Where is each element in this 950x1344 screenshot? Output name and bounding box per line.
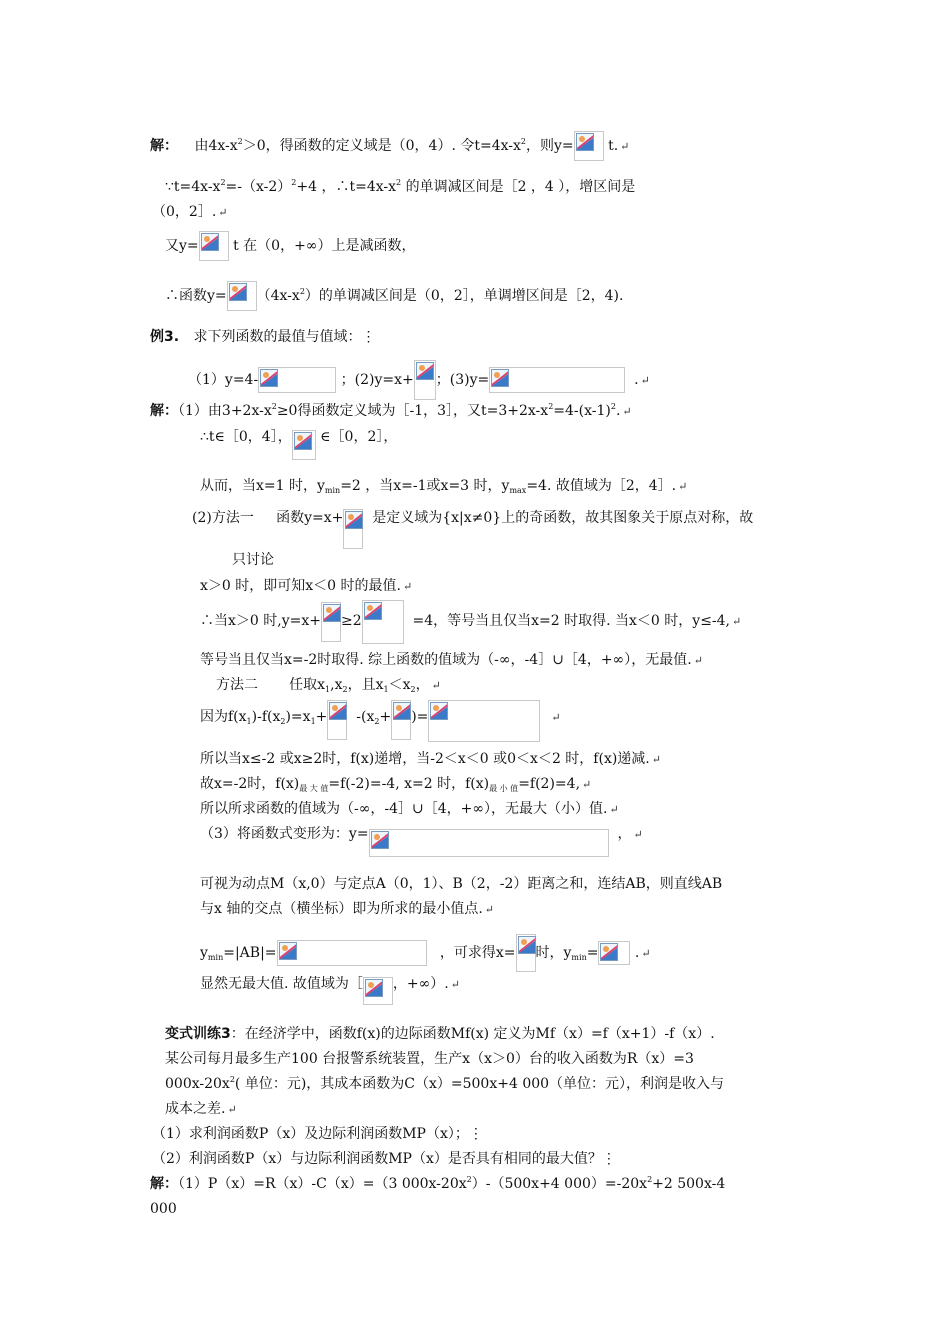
formula-image [414,360,436,400]
paragraph-mark-icon: ↵ [609,803,619,816]
s-line-7: ∴当x＞0 时,y=x+ ≥2 =4，等号当且仅当x=2 时取得. 当x＜0 时，y≤-4, ↵ [200,612,741,644]
image-placeholder-icon [430,702,448,720]
s-line-17: $y_{min}=|AB|=$ ，可求得x= 时，$y_{min}=$ . ↵ [200,934,651,972]
paragraph-mark-icon: ↵ [622,405,632,418]
paragraph-mark-icon: ↵ [651,753,661,766]
formula-image [321,602,341,642]
s-line-10: 因为$f(x_1)-f(x_2)=x_1+$ $-(x_2+$ )= ↵ [200,708,561,742]
paragraph-mark-icon: ↵ [551,711,561,724]
s-line-18: 显然无最大值. 故值域为［ ，+∞）. ↵ [200,975,460,1005]
image-placeholder-icon [229,283,247,301]
solution-label: 解： [150,403,178,419]
formula-image [362,600,404,644]
formula-image [292,430,316,460]
s-line-6: x＞0 时，即可知x＜0 时的最值. ↵ [200,578,413,594]
s-line-9: 方法二 任取$x_1,x_2$，且$x_1<x_2$， ↵ [216,677,441,694]
image-placeholder-icon [491,369,509,387]
formula-image [227,281,257,311]
formula-image [489,367,625,393]
solution-label: 解： [150,1176,178,1192]
image-placeholder-icon [201,233,219,251]
image-placeholder-icon [371,831,389,849]
question-2: （2）利润函数P（x）与边际利润函数MP（x）是否具有相同的最大值？⋮ [152,1151,616,1167]
paragraph-mark-icon: ↵ [641,947,651,960]
example-label: 例3. [150,329,180,345]
line-4: ∴函数y= $(4x-x^2)$的单调减区间是（0，2］，单调增区间是［2，4). [165,281,623,311]
image-placeholder-icon [416,362,434,380]
s-line-5: 只讨论 [232,552,274,568]
image-placeholder-icon [576,133,594,151]
image-placeholder-icon [364,602,382,620]
line-2b: （0，2］. ↵ [152,204,228,220]
answer-line-2: 000 [150,1201,177,1217]
image-placeholder-icon [600,943,618,961]
image-placeholder-icon [365,979,383,997]
solution-label: 解： [150,138,178,154]
formula-image [598,941,630,965]
image-placeholder-icon [393,702,411,720]
answer-line-1: 解：（1）P（x）=R（x）-C（x）=（3 $000x-20x^2)-(500x+4$ $000)=-20x^2+2$ 500x-4 [150,1175,726,1192]
s-line-3: 从而，当x=1 时，$y_{min}=2$ ，当x=-1或x=3 时，$y_{max}=4$. 故值域为［2，4］. ↵ [200,478,688,495]
image-placeholder-icon [294,432,312,450]
variant-label: 变式训练3 [165,1026,231,1042]
variant-line-2: 某公司每月最多生产100 台报警系统装置，生产x（x＞0）台的收入函数为R（x）=3 [165,1051,694,1067]
question-1-text: （1）求利润函数P（x）及边际利润函数MP（x）； [152,1126,469,1142]
paragraph-mark-icon: ↵ [693,654,703,667]
s-line-4: (2)方法一 函数y=x+ 是定义域为{x|x≠0}上的奇函数，故其图象关于原点对称，故 [192,509,753,549]
paragraph-mark-icon: ↵ [582,778,592,791]
formula-image [391,700,411,740]
paragraph-mark-icon: ↵ [402,580,413,593]
paragraph-mark-icon: ↵ [620,140,630,153]
paragraph-mark-icon: ↵ [431,679,441,692]
formula-image [258,367,336,393]
paragraph-mark-icon: ↵ [218,206,228,219]
question-1: （1）求利润函数P（x）及边际利润函数MP（x）；⋮ [152,1126,483,1142]
question-2-text: （2）利润函数P（x）与边际利润函数MP（x）是否具有相同的最大值？ [152,1151,602,1167]
s-line-13: 所以所求函数的值域为（-∞，-4］∪［4，+∞），无最大（小）值. ↵ [200,801,619,817]
paragraph-mark-icon: ↵ [633,828,643,841]
s-line-14: （3）将函数式变形为：y= ， ↵ [200,825,643,857]
example-3-items: （1）y=4- ；(2)y=x+ ；(3)y= . ↵ [188,360,650,400]
s-line-16: 与x 轴的交点（横坐标）即为所求的最小值点. ↵ [200,901,495,917]
variant-line-3: $000x-20x^2$( 单位：元)，其成本函数为C（x）=500x+4 000（单位：元），利润是收入与 [165,1075,725,1092]
line-2a: $\because t=4x-x^2=-(x-2)^2+4$ ，$\therefore t=4x-x^2$ 的单调减区间是［2 ，4 ），增区间是 [165,178,636,195]
paragraph-mark-icon: ↵ [227,1103,237,1116]
image-placeholder-icon [323,604,341,622]
image-placeholder-icon [518,936,536,954]
variant-text-1: ：在经济学中，函数f(x)的边际函数Mf(x) 定义为Mf（x）=f（x+1）-f（x）. [230,1026,715,1042]
s-line-12: 故x=-2时，$f(x)_{最 大 值}=f(-2)=-4$, x=2 时，$f(x)_{最 小 值}=f(2)=4$, ↵ [200,776,592,793]
s-line-1: 解：（1）由$3+2x-x^2\ge 0$得函数定义域为［-1，3］，又$t=3+2x-x^2=4-(x-1)^2$. ↵ [150,402,632,419]
variant-line-4: 成本之差. ↵ [165,1101,237,1117]
example-3-text: 求下列函数的最值与值域： [193,329,362,345]
formula-image [363,977,393,1005]
s-line-2: ∴t∈［0，4］， ∈［0，2］， [200,428,397,460]
line-1: 解： 由$4x-x^2>0$，得函数的定义域是（0，4）. 令$t=4x-x^2$，则y= t. ↵ [150,131,629,161]
paragraph-mark-icon: ↵ [678,480,688,493]
formula-image [327,700,347,740]
s-line-8: 等号当且仅当x=-2时取得. 综上函数的值域为（-∞，-4］∪［4，+∞），无最值. ↵ [200,652,703,668]
image-placeholder-icon [260,369,278,387]
formula-image [428,700,540,742]
paragraph-mark-icon: ↵ [640,374,650,387]
image-placeholder-icon [279,942,297,960]
line-3: 又y= t 在（0，+∞）上是减函数， [165,231,415,261]
paragraph-mark-icon: ↵ [732,615,742,628]
formula-image [277,940,427,966]
formula-image [343,509,363,549]
formula-image [199,231,229,261]
image-placeholder-icon [345,511,363,529]
formula-image [369,829,609,857]
variant-line-1 [165,1025,715,1043]
image-placeholder-icon [329,702,347,720]
paragraph-mark-icon: ↵ [450,978,460,991]
formula-image [574,131,604,161]
s-line-15: 可视为动点M（x,0）与定点A（0，1）、B（2，-2）距离之和，连结AB，则直线AB [200,876,723,892]
example-3-heading: 例3. 求下列函数的最值与值域：⋮ [150,329,376,345]
paragraph-mark-icon: ↵ [484,903,495,916]
formula-image [516,934,536,972]
s-line-11: 所以当x≤-2 或x≥2时，f(x)递增，当-2＜x＜0 或0＜x＜2 时，f(x)递减. ↵ [200,751,661,767]
